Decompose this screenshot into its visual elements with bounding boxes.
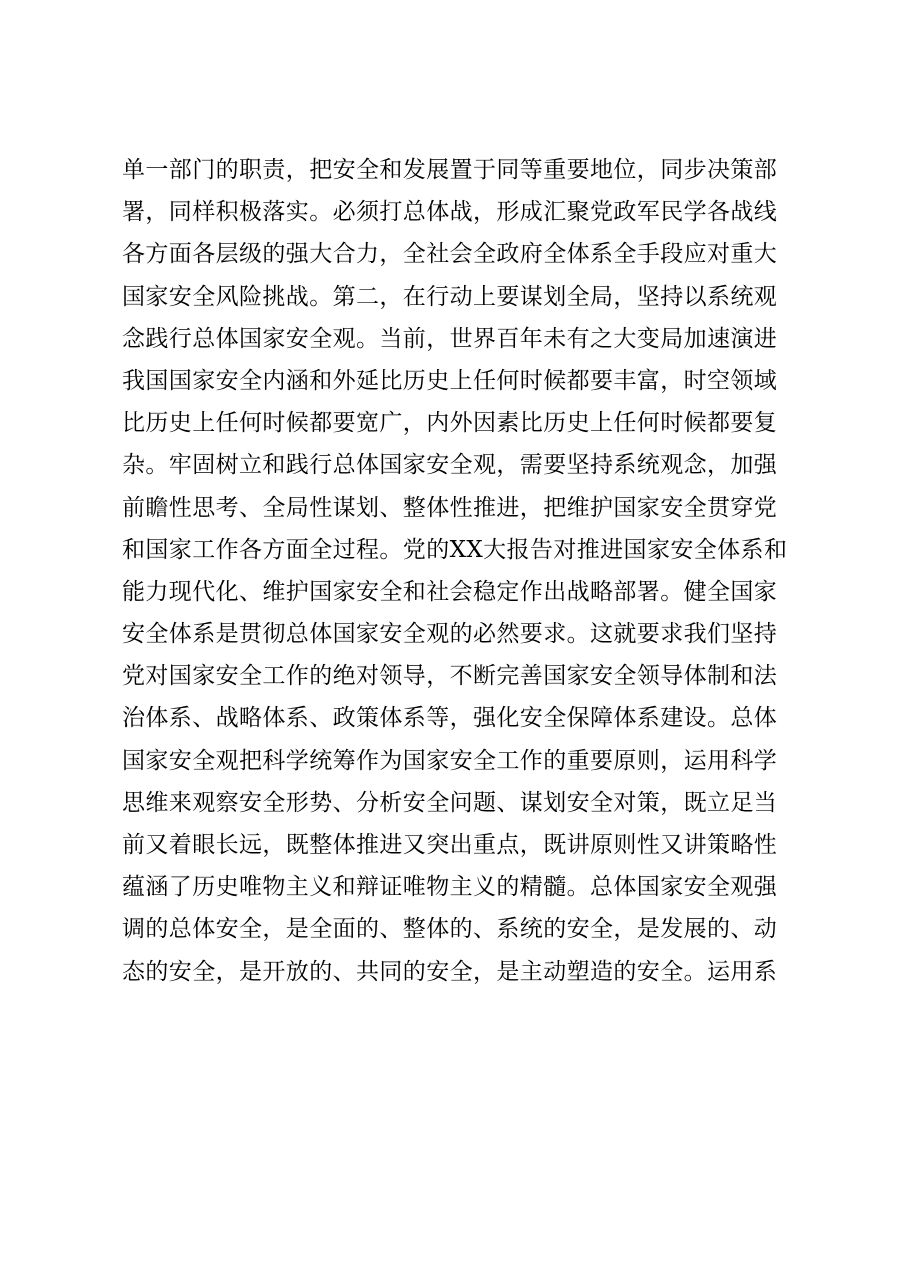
text-line-12: 安全体系是贯彻总体国家安全观的必然要求。这就要求我们坚持 (122, 621, 778, 648)
text-line-6: 我国国家安全内涵和外延比历史上任何时候都要丰富，时空领域 (122, 367, 778, 394)
text-line-1: 单一部门的职责，把安全和发展置于同等重要地位，同步决策部 (122, 157, 778, 183)
text-line-14: 治体系、战略体系、政策体系等，强化安全保障体系建设。总体 (122, 705, 778, 732)
text-line-11: 能力现代化、维护国家安全和社会稳定作出战略部署。健全国家 (122, 578, 778, 605)
text-line-4: 国家安全风险挑战。第二，在行动上要谋划全局，坚持以系统观 (122, 283, 778, 310)
text-line-8: 杂。牢固树立和践行总体国家安全观，需要坚持系统观念，加强 (122, 452, 778, 479)
text-line-16: 思维来观察安全形势、分析安全问题、谋划安全对策，既立足当 (122, 789, 778, 816)
text-line-13: 党对国家安全工作的绝对领导，不断完善国家安全领导体制和法 (122, 663, 778, 690)
text-line-10: 和国家工作各方面全过程。党的XX大报告对推进国家安全体系和 (122, 536, 788, 563)
text-line-3: 各方面各层级的强大合力，全社会全政府全体系全手段应对重大 (122, 241, 778, 268)
text-line-5: 念践行总体国家安全观。当前，世界百年未有之大变局加速演进 (122, 325, 778, 352)
body-paragraph (122, 149, 812, 993)
text-line-19: 调的总体安全，是全面的、整体的、系统的安全，是发展的、动 (122, 916, 778, 943)
text-line-20: 态的安全，是开放的、共同的安全，是主动塑造的安全。运用系 (122, 958, 778, 985)
text-line-7: 比历史上任何时候都要宽广，内外因素比历史上任何时候都要复 (122, 410, 778, 437)
text-line-15: 国家安全观把科学统筹作为国家安全工作的重要原则，运用科学 (122, 747, 778, 774)
text-line-17: 前又着眼长远，既整体推进又突出重点，既讲原则性又讲策略性 (122, 832, 778, 858)
text-line-2: 署，同样积极落实。必须打总体战，形成汇聚党政军民学各战线 (122, 199, 778, 226)
text-line-9: 前瞻性思考、全局性谋划、整体性推进，把维护国家安全贯穿党 (122, 494, 778, 521)
text-line-18: 蕴涵了历史唯物主义和辩证唯物主义的精髓。总体国家安全观强 (122, 874, 778, 901)
